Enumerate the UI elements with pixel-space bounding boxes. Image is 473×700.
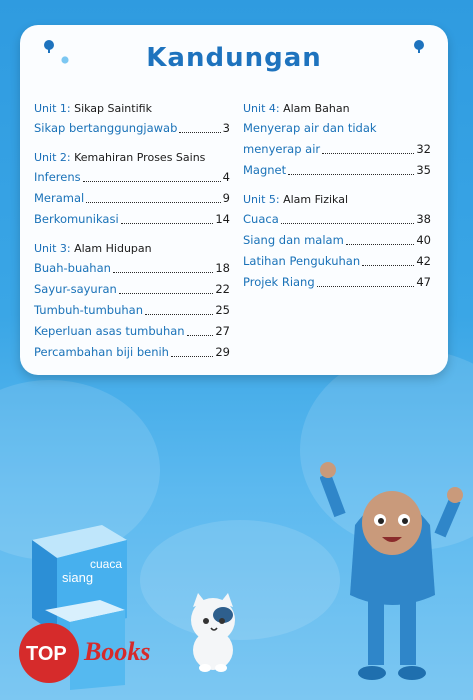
contents-entry[interactable]: [34, 209, 230, 230]
entry-title: Magnet: [243, 163, 287, 177]
unit-name: Alam Bahan: [283, 102, 350, 115]
entry-page-number: 4: [222, 170, 230, 184]
contents-entry[interactable]: [34, 342, 230, 363]
entry-page-number: 9: [222, 191, 230, 205]
unit-number: Unit 2:: [34, 151, 71, 164]
logo-books-text: Books: [84, 637, 151, 666]
entry-title: Sayur-sayuran: [34, 282, 117, 296]
contents-entry[interactable]: [243, 230, 431, 251]
contents-right-column: [243, 100, 431, 293]
unit-heading: [34, 100, 230, 118]
entry-title: Tumbuh-tumbuhan: [34, 303, 144, 317]
entry-title: Cuaca: [243, 212, 279, 226]
cube-label-cuaca: cuaca: [90, 557, 123, 571]
entry-page-number: 35: [416, 163, 431, 177]
dot-leader: [171, 356, 213, 357]
cube-label-siang: siang: [62, 570, 94, 585]
dot-leader: [145, 314, 213, 315]
unit-number: Unit 1:: [34, 102, 71, 115]
contents-entry[interactable]: [243, 139, 431, 160]
dot-leader: [119, 293, 214, 294]
entry-page-number: 29: [215, 345, 230, 359]
entry-title: Keperluan asas tumbuhan: [34, 324, 185, 338]
contents-entry[interactable]: [34, 188, 230, 209]
contents-entry[interactable]: [243, 160, 431, 181]
unit-heading: [243, 191, 431, 209]
page-title: Kandungan: [146, 43, 322, 73]
dot-leader: [86, 202, 220, 203]
contents-entry[interactable]: [243, 272, 431, 293]
contents-entry[interactable]: [243, 251, 431, 272]
entry-page-number: 22: [215, 282, 230, 296]
entry-title: Meramal: [34, 191, 85, 205]
unit-heading: [34, 240, 230, 258]
cat-illustration: [178, 585, 248, 675]
girl-character-illustration: [320, 455, 465, 690]
entry-page-number: 27: [215, 324, 230, 338]
entry-page-number: 38: [416, 212, 431, 226]
entry-title: Projek Riang: [243, 275, 315, 289]
logo-top-text: TOP: [26, 643, 67, 665]
entry-title: Buah-buahan: [34, 261, 111, 275]
contents-entry[interactable]: [34, 321, 230, 342]
contents-entry[interactable]: [34, 279, 230, 300]
entry-page-number: 25: [215, 303, 230, 317]
entry-title: Percambahan biji benih: [34, 345, 169, 359]
entry-page-number: 18: [215, 261, 230, 275]
entry-title: Siang dan malam: [243, 233, 344, 247]
entry-title: Berkomunikasi: [34, 212, 119, 226]
topbooks-logo: [14, 618, 174, 688]
dot-leader: [346, 244, 415, 245]
unit-name: Kemahiran Proses Sains: [74, 151, 206, 164]
unit-name: Sikap Saintifik: [74, 102, 152, 115]
contents-entry[interactable]: [243, 118, 431, 139]
dot-leader: [179, 132, 220, 133]
unit-heading: [34, 149, 230, 167]
dot-leader: [113, 272, 213, 273]
entry-page-number: 14: [215, 212, 230, 226]
contents-entry[interactable]: [34, 300, 230, 321]
entry-title: Latihan Pengukuhan: [243, 254, 361, 268]
contents-left-column: [34, 100, 230, 363]
unit-name: Alam Fizikal: [283, 193, 349, 206]
contents-card: [20, 25, 448, 375]
dot-leader: [322, 153, 414, 154]
entry-page-number: 47: [416, 275, 431, 289]
dot-leader: [121, 223, 214, 224]
unit-name: Alam Hidupan: [74, 242, 152, 255]
unit-number: Unit 5:: [243, 193, 280, 206]
dot-leader: [317, 286, 415, 287]
entry-page-number: 32: [416, 142, 431, 156]
dot-leader: [187, 335, 214, 336]
contents-entry[interactable]: [34, 167, 230, 188]
entry-title: Menyerap air dan tidak: [243, 121, 377, 135]
unit-heading: [243, 100, 431, 118]
contents-entry[interactable]: [243, 209, 431, 230]
topbooks-logo-graphic: [14, 618, 174, 688]
dot-leader: [362, 265, 414, 266]
dot-leader: [83, 181, 221, 182]
dot-leader: [288, 174, 414, 175]
contents-entry[interactable]: [34, 258, 230, 279]
entry-page-number: 40: [416, 233, 431, 247]
entry-title: Inferens: [34, 170, 81, 184]
entry-page-number: 3: [222, 121, 230, 135]
unit-number: Unit 4:: [243, 102, 280, 115]
contents-entry[interactable]: [34, 118, 230, 139]
dot-leader: [281, 223, 415, 224]
entry-title: Sikap bertanggungjawab: [34, 121, 178, 135]
unit-number: Unit 3:: [34, 242, 71, 255]
entry-page-number: 42: [416, 254, 431, 268]
entry-title: menyerap air: [243, 142, 321, 156]
